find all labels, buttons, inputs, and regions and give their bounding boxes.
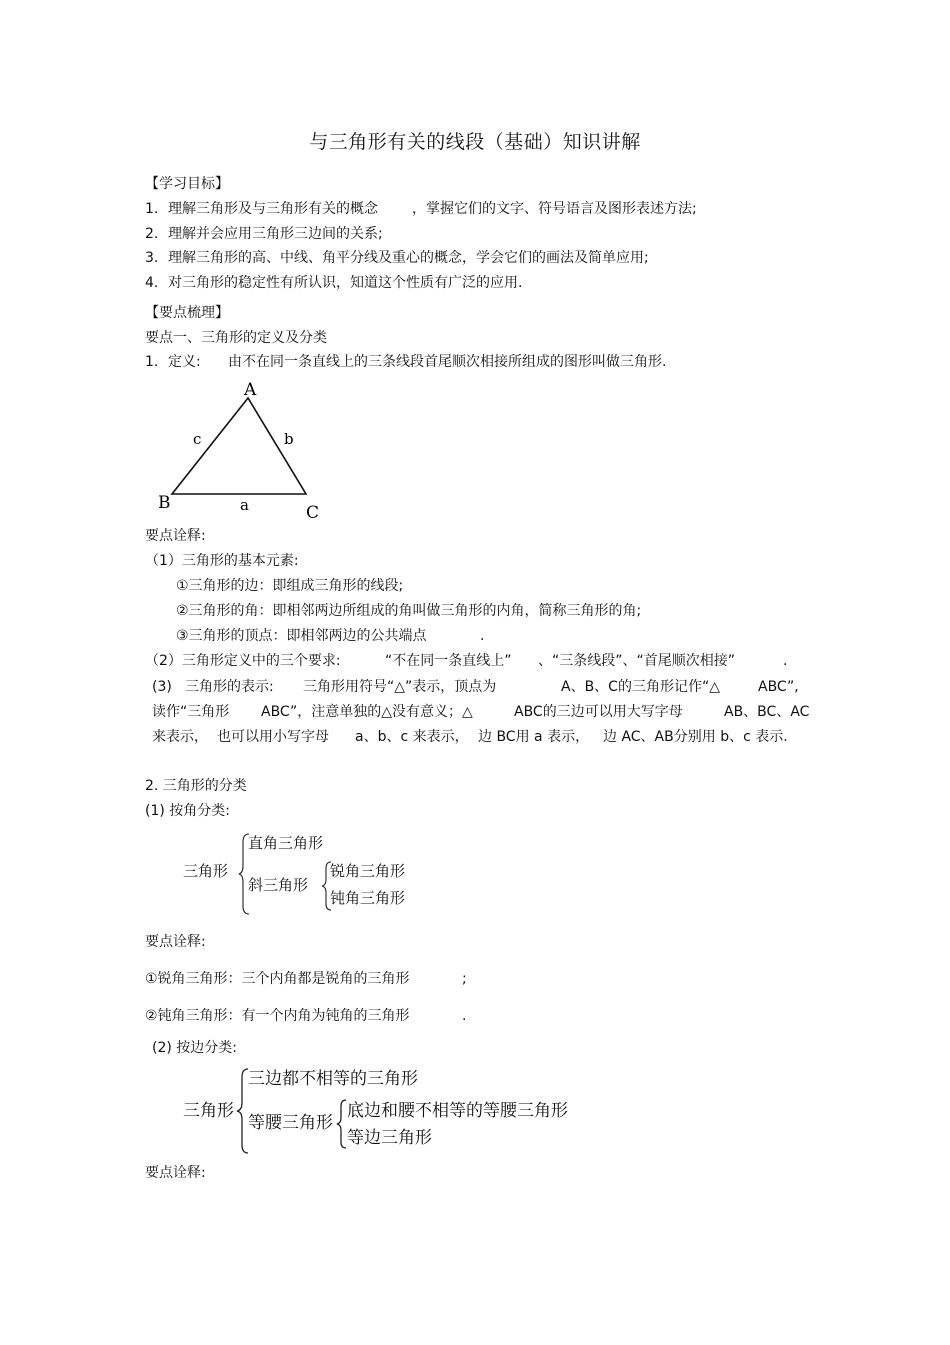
definition-text: 由不在同一条直线上的三条线段首尾顺次相接所组成的图形叫做三角形. — [228, 354, 667, 370]
note-3-line2-c: ABC的三边可以用大写字母 — [514, 704, 683, 720]
obtuse-note-end: . — [462, 1008, 467, 1024]
summary-heading: 【要点梳理】 — [145, 305, 229, 321]
side-tree-isosceles: 等腰三角形 — [248, 1113, 333, 1133]
side-tree-equilateral: 等边三角形 — [347, 1128, 432, 1148]
note-2-req1: “不在同一条直线上” — [385, 653, 512, 669]
note-3-text-1: 三角形用符号“△”表示，顶点为 — [303, 679, 497, 695]
side-tree-root: 三角形 — [183, 1101, 234, 1121]
goal-1-text: 理解三角形及与三角形有关的概念 — [168, 201, 378, 217]
note-2-heading: （2）三角形定义中的三个要求: — [145, 653, 341, 669]
note-2-req23: 、“三条线段”、“首尾顺次相接” — [538, 653, 736, 669]
side-b-label: b — [284, 430, 294, 448]
note-3-line3-d: 边 BC用 a 表示， — [478, 729, 590, 745]
goal-3-text: 理解三角形的高、中线、角平分线及重心的概念，学会它们的画法及简单应用; — [168, 250, 649, 266]
side-c-label: c — [193, 430, 202, 448]
note-3-num: (3) — [152, 679, 172, 695]
classification-heading: 2. 三角形的分类 — [145, 778, 247, 794]
note-3-line2-a: 读作“三角形 — [152, 704, 230, 720]
goal-4-num: 4. — [145, 275, 159, 291]
note-3-line3-a: 来表示， — [152, 729, 208, 745]
note-3-line3-c: a、b、c 来表示， — [355, 729, 469, 745]
side-tree-scalene: 三边都不相等的三角形 — [248, 1069, 418, 1089]
goal-2-num: 2. — [145, 226, 159, 242]
note-3-text-3: ABC”, — [758, 679, 799, 695]
notes-label-1: 要点诠释: — [145, 528, 206, 544]
note-3-text-2: A、B、C的三角形记作“△ — [561, 679, 720, 695]
angle-tree-acute: 锐角三角形 — [330, 862, 406, 880]
notes-label-2: 要点诠释: — [145, 934, 206, 950]
note-2-end: . — [783, 653, 788, 669]
by-side-heading: (2) 按边分类: — [152, 1040, 237, 1056]
goal-1-num: 1. — [145, 201, 159, 217]
page-title: 与三角形有关的线段（基础）知识讲解 — [309, 131, 641, 153]
side-a-label: a — [240, 496, 249, 514]
definition-label: 定义: — [168, 354, 201, 370]
vertex-a-label: A — [244, 380, 257, 400]
note-1c-end: . — [480, 628, 485, 644]
goal-3-num: 3. — [145, 250, 159, 266]
obtuse-note: ②钝角三角形：有一个内角为钝角的三角形 — [145, 1008, 410, 1024]
note-3-line3-b: 也可以用小写字母 — [217, 729, 329, 745]
acute-note: ①锐角三角形：三个内角都是锐角的三角形 — [145, 971, 410, 987]
vertex-c-label: C — [306, 503, 320, 523]
angle-tree-oblique: 斜三角形 — [248, 876, 309, 894]
goals-heading: 【学习目标】 — [145, 176, 229, 192]
angle-tree-obtuse: 钝角三角形 — [330, 889, 406, 907]
vertex-b-label: B — [158, 493, 171, 513]
triangle-diagram — [150, 375, 340, 525]
note-3-line2-b: ABC”，注意单独的△没有意义；△ — [261, 704, 473, 720]
definition-num: 1. — [145, 354, 159, 370]
goal-4-text: 对三角形的稳定性有所认识，知道这个性质有广泛的应用. — [168, 275, 523, 291]
note-1c: ③三角形的顶点：即相邻两边的公共端点 — [176, 628, 427, 644]
note-1b: ②三角形的角：即相邻两边所组成的角叫做三角形的内角，简称三角形的角; — [176, 603, 642, 619]
note-3-line3-e: 边 AC、AB分别用 b、c 表示. — [603, 729, 788, 745]
acute-note-end: ; — [462, 971, 467, 987]
note-3-label: 三角形的表示: — [185, 679, 274, 695]
section-1-heading: 要点一、三角形的定义及分类 — [145, 330, 327, 346]
note-1a: ①三角形的边：即组成三角形的线段; — [176, 578, 404, 594]
note-1-heading: （1）三角形的基本元素: — [145, 553, 299, 569]
angle-tree-root: 三角形 — [183, 862, 229, 880]
note-3-line2-d: AB、BC、AC — [724, 704, 810, 720]
notes-label-3: 要点诠释: — [145, 1165, 206, 1181]
goal-2-text: 理解并会应用三角形三边间的关系; — [168, 226, 383, 242]
side-tree-iso-unequal: 底边和腰不相等的等腰三角形 — [347, 1101, 568, 1121]
by-angle-heading: (1) 按角分类: — [145, 803, 230, 819]
goal-1-text-cont: ，掌握它们的文字、符号语言及图形表述方法; — [412, 201, 697, 217]
angle-tree-right: 直角三角形 — [248, 834, 324, 852]
